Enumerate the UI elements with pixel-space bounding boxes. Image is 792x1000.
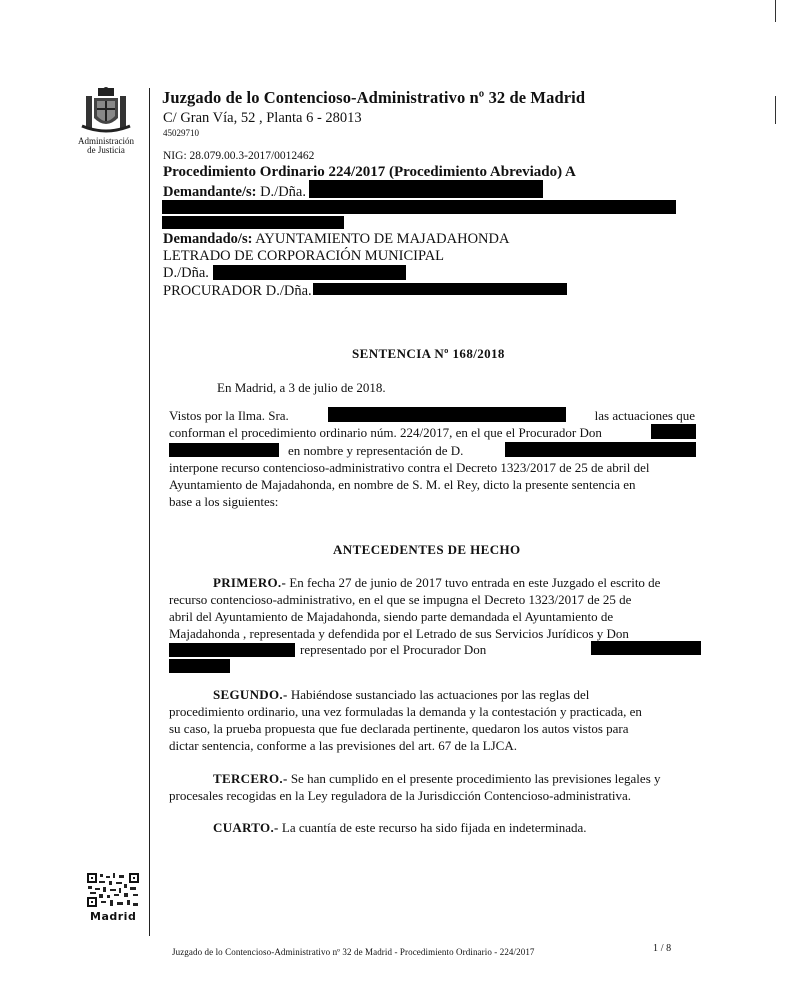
section-heading: ANTECEDENTES DE HECHO bbox=[333, 542, 521, 557]
segundo-line-4: dictar sentencia, conforme a las previsiones del art. 67 de la LJCA. bbox=[169, 738, 517, 753]
tercero-text-1: Se han cumplido en el presente procedimiento las previsiones legales y bbox=[290, 771, 661, 786]
logo-caption-line1: Administración bbox=[78, 136, 134, 146]
lawyer-prefix: D./Dña. bbox=[163, 265, 209, 281]
redaction bbox=[651, 424, 696, 439]
segundo-label: SEGUNDO.- bbox=[213, 687, 288, 702]
court-code: 45029710 bbox=[163, 128, 199, 138]
nig-number: NIG: 28.079.00.3-2017/0012462 bbox=[163, 150, 315, 162]
plaintiff-line bbox=[163, 184, 306, 201]
intro-line-4: interpone recurso contencioso-administrativo contra el Decreto 1323/2017 de 25 de abril del bbox=[169, 460, 650, 475]
primero-line-1 bbox=[213, 575, 699, 592]
tercero-line-2: procesales recogidas en la Ley reguladora de la Jurisdicción Contencioso-administrativa. bbox=[169, 788, 632, 803]
segundo-line-1 bbox=[213, 687, 699, 704]
tercero-line-1 bbox=[213, 771, 699, 788]
defendant-name: AYUNTAMIENTO DE MAJADAHONDA bbox=[255, 231, 510, 247]
coat-of-arms-logo bbox=[78, 86, 134, 136]
defendant-label: Demandado/s: bbox=[163, 231, 253, 247]
defendant-line bbox=[163, 231, 509, 248]
primero-line-5: representado por el Procurador Don bbox=[300, 642, 487, 657]
plaintiff-label: Demandante/s: bbox=[163, 184, 257, 200]
margin-rule bbox=[149, 88, 150, 936]
court-title: Juzgado de lo Contencioso-Administrativo nº 32 de Madrid bbox=[162, 88, 586, 107]
lawyer-line: LETRADO DE CORPORACIÓN MUNICIPAL bbox=[163, 248, 445, 264]
court-address: C/ Gran Vía, 52 , Planta 6 - 28013 bbox=[163, 110, 362, 126]
intro-line-1-start: Vistos por la Ilma. Sra. bbox=[169, 408, 289, 423]
attorney-line: PROCURADOR D./Dña. bbox=[163, 283, 312, 299]
logo-caption-line2: de Justicia bbox=[87, 145, 125, 155]
intro-line-3: en nombre y representación de D. bbox=[288, 443, 464, 458]
plaintiff-prefix: D./Dña. bbox=[260, 184, 306, 200]
segundo-line-2: procedimiento ordinario, una vez formuladas la demanda y la contestación y practicada, en bbox=[169, 704, 642, 719]
footer-text: Juzgado de lo Contencioso-Administrativo nº 32 de Madrid - Procedimiento Ordinario - 224/2017 bbox=[172, 947, 535, 957]
scan-edge-mark bbox=[775, 0, 776, 22]
redaction bbox=[591, 641, 701, 655]
intro-line-5: Ayuntamiento de Majadahonda, en nombre de S. M. el Rey, dicto la presente sentencia en bbox=[169, 477, 636, 492]
qr-code bbox=[86, 872, 140, 908]
redaction bbox=[169, 443, 279, 457]
procedure-title: Procedimiento Ordinario 224/2017 (Procedimiento Abreviado) A bbox=[163, 164, 576, 180]
redaction bbox=[162, 216, 344, 229]
primero-label: PRIMERO.- bbox=[213, 575, 287, 590]
logo-caption bbox=[76, 137, 136, 155]
segundo-text-1: Habiéndose sustanciado las actuaciones por las reglas del bbox=[290, 687, 590, 702]
qr-caption: Madrid bbox=[90, 910, 137, 923]
page-number: 1 / 8 bbox=[653, 943, 672, 954]
redaction bbox=[169, 659, 230, 673]
primero-line-4: Majadahonda , representada y defendida por el Letrado de sus Servicios Jurídicos y Don bbox=[169, 626, 629, 641]
segundo-line-3: su caso, la prueba propuesta que fue declarada pertinente, quedaron los autos vistos para bbox=[169, 721, 629, 736]
intro-line-2: conforman el procedimiento ordinario núm. 224/2017, en el que el Procurador Don bbox=[169, 425, 602, 440]
primero-line-2: recurso contencioso-administrativo, en el que se impugna el Decreto 1323/2017 de 25 de bbox=[169, 592, 632, 607]
cuarto-line-1 bbox=[213, 820, 699, 837]
redaction bbox=[213, 265, 406, 280]
cuarto-label: CUARTO.- bbox=[213, 820, 279, 835]
intro-line-1-end: las actuaciones que bbox=[594, 408, 695, 423]
primero-text-1: En fecha 27 de junio de 2017 tuvo entrada en este Juzgado el escrito de bbox=[289, 575, 661, 590]
sentence-title: SENTENCIA Nº 168/2018 bbox=[352, 346, 505, 361]
redaction bbox=[169, 643, 295, 657]
intro-line-6: base a los siguientes: bbox=[169, 494, 279, 509]
date-line: En Madrid, a 3 de julio de 2018. bbox=[217, 380, 386, 395]
cuarto-text-1: La cuantía de este recurso ha sido fijada en indeterminada. bbox=[281, 820, 587, 835]
scan-edge-mark-2 bbox=[775, 96, 776, 124]
redaction bbox=[505, 442, 696, 457]
redaction bbox=[162, 200, 676, 214]
redaction bbox=[328, 407, 566, 422]
redaction bbox=[313, 283, 567, 295]
primero-line-3: abril del Ayuntamiento de Majadahonda, siendo parte demandada el Ayuntamiento de bbox=[169, 609, 614, 624]
redaction bbox=[309, 180, 543, 198]
tercero-label: TERCERO.- bbox=[213, 771, 288, 786]
